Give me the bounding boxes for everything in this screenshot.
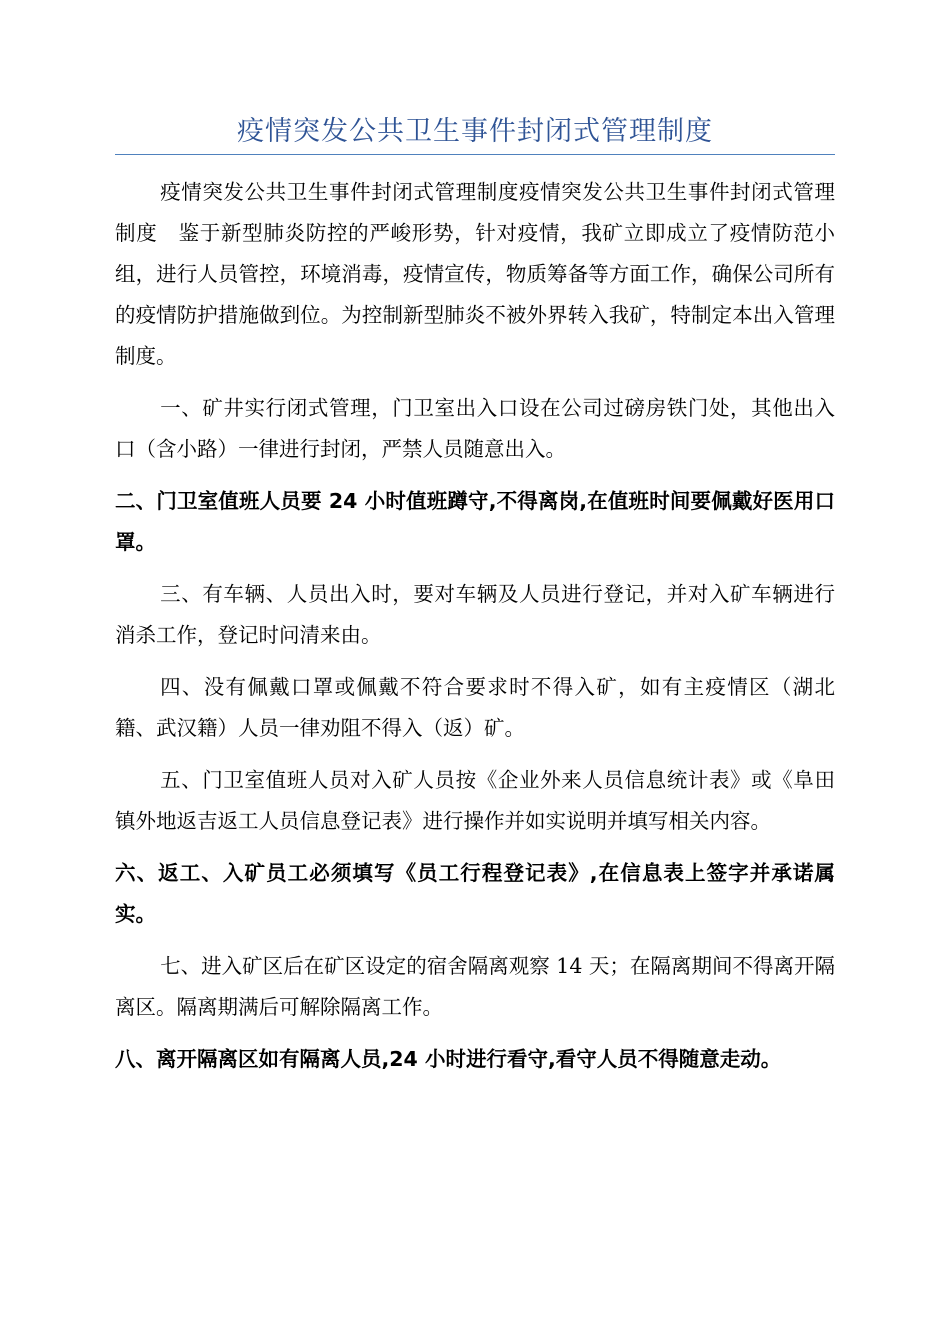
paragraph-rule-4: 四、没有佩戴口罩或佩戴不符合要求时不得入矿，如有主疫情区（湖北籍、武汉籍）人员一律劝阻不得入（返）矿。	[115, 675, 835, 740]
paragraph-rule-3: 三、有车辆、人员出入时，要对车辆及人员进行登记，并对入矿车辆进行消杀工作，登记时问清来由。	[115, 582, 835, 647]
paragraph-rule-2: 二、门卫室值班人员要 24 小时值班蹲守,不得离岗,在值班时间要佩戴好医用口罩。	[115, 489, 835, 554]
document-body	[115, 172, 835, 1080]
paragraph-rule-1: 一、矿井实行闭式管理，门卫室出入口设在公司过磅房铁门处，其他出入口（含小路）一律进行封闭，严禁人员随意出入。	[115, 396, 835, 461]
paragraph-rule-7: 七、进入矿区后在矿区设定的宿舍隔离观察 14 天；在隔离期间不得离开隔离区。隔离期满后可解除隔离工作。	[115, 954, 835, 1019]
paragraph-intro: 疫情突发公共卫生事件封闭式管理制度疫情突发公共卫生事件封闭式管理制度 鉴于新型肺炎防控的严峻形势，针对疫情，我矿立即成立了疫情防范小组，进行人员管控，环境消毒，疫情宣传，物质筹备等方面工作，确保公司所有的疫情防护措施做到位。为控制新型肺炎不被外界转入我矿，特制定本出入管理制度。	[115, 180, 835, 368]
document-title: 疫情突发公共卫生事件封闭式管理制度	[237, 116, 713, 147]
paragraph-rule-6: 六、返工、入矿员工必须填写《员工行程登记表》,在信息表上签字并承诺属实。	[115, 861, 835, 926]
paragraph-rule-8: 八、离开隔离区如有隔离人员,24 小时进行看守,看守人员不得随意走动。	[115, 1047, 782, 1071]
paragraph-rule-5: 五、门卫室值班人员对入矿人员按《企业外来人员信息统计表》或《阜田镇外地返吉返工人员信息登记表》进行操作并如实说明并填写相关内容。	[115, 768, 835, 833]
title-underline	[115, 154, 835, 155]
